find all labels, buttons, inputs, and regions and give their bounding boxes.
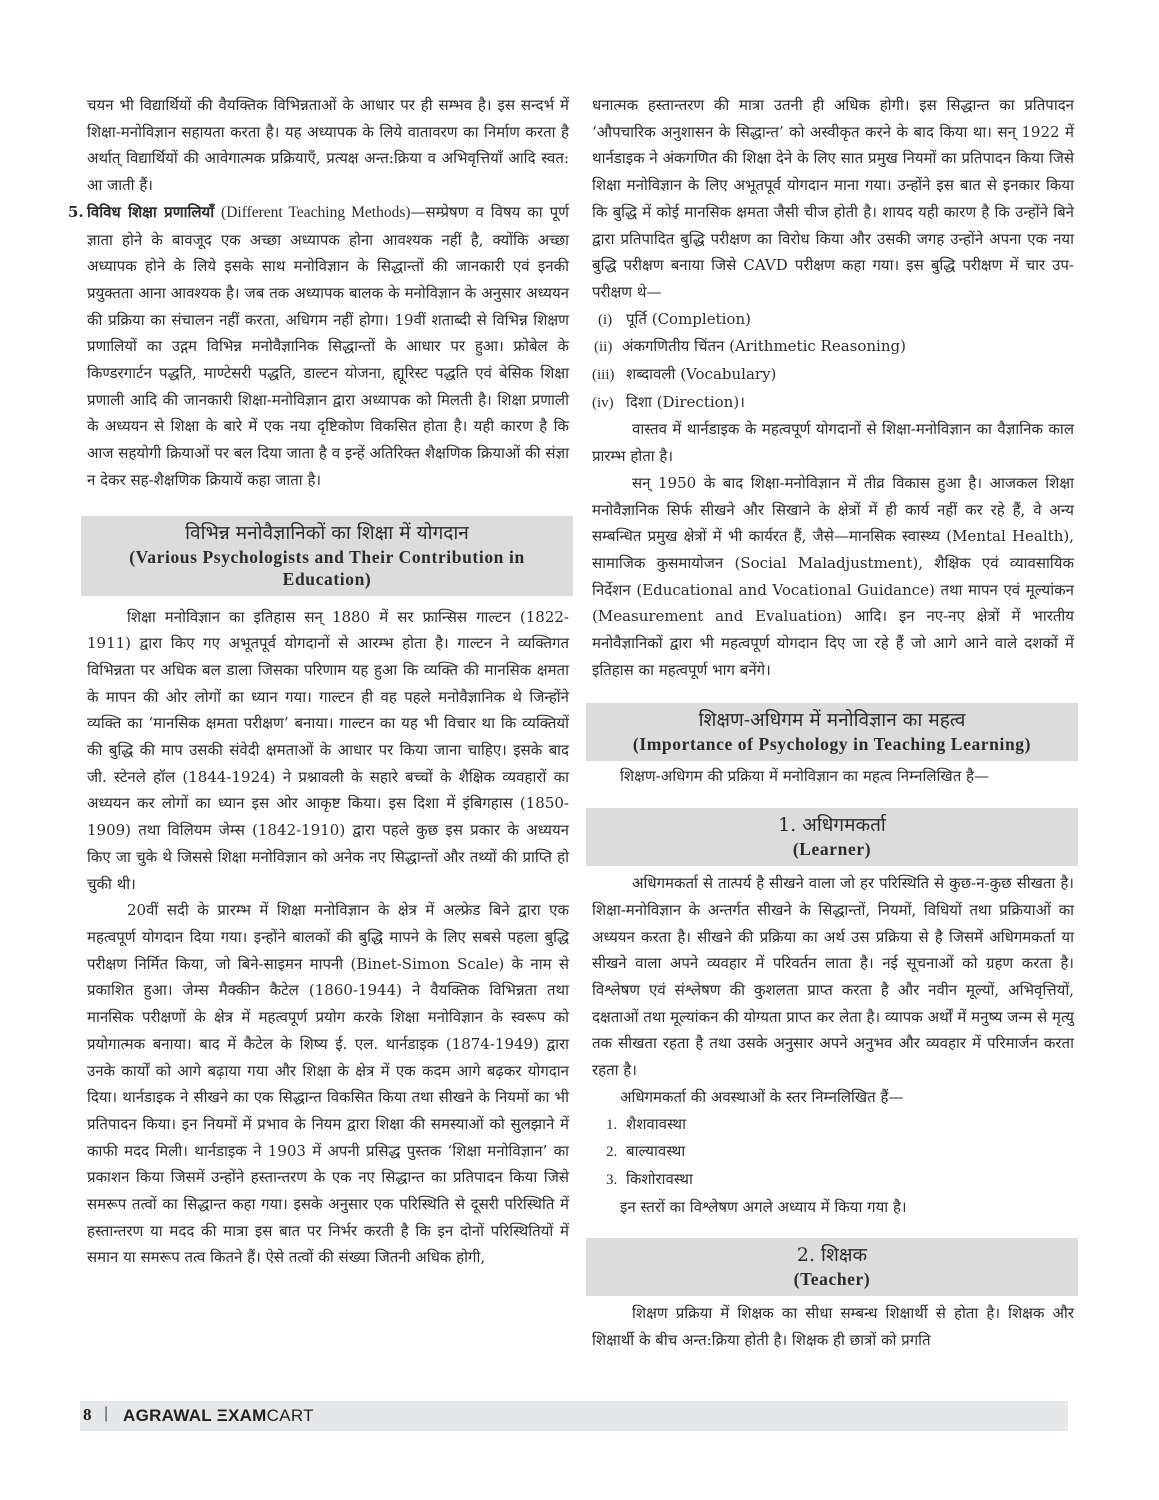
list-text: शब्दावली (Vocabulary) [626,365,777,384]
paragraph: चयन भी विद्यार्थियों की वैयक्तिक विभिन्नताओं के आधार पर ही सम्भव है। इस सन्दर्भ में शिक्षा-मनोविज्ञान सहायता करता है। यह अध्यापक के लिये वातावरण का निर्माण करता है अर्थात् विद्यार्थियों की आवेगात्मक प्रक्रियाएँ, प्रत्यक्ष अन्त:क्रिया व अभिवृत्तियाँ आदि स्वत: आ जाती हैं। [87,96,569,195]
item-number: 5. [68,202,84,221]
list-marker: 3. [606,1171,618,1188]
paragraph: 20वीं सदी के प्रारम्भ में शिक्षा मनोविज्ञान के क्षेत्र में अल्फ्रेड बिने द्वारा एक महत्वपूर्ण योगदान दिया गया। इन्होंने बालकों की बुद्धि मापने के लिए सबसे पहला बुद्धि परीक्षण निर्मित किया, जो बिने-साइमन मापनी (Binet-Simon Scale) के नाम से प्रकाशित हुआ। जेम्स मैक्कीन कैटेल (1860-1944) ने वैयक्तिक विभिन्नता तथा मानसिक परीक्षणों के क्षेत्र में महत्वपूर्ण प्रयोग करके शिक्षा मनोविज्ञान के स्वरूप को प्रयोगात्मक बनाया। बाद में कैटेल के शिष्य ई. एल. थार्नडाइक (1874-1949) द्वारा उनके कार्यों को आगे बढ़ाया गया और शिक्षा के क्षेत्र में एक कदम आगे बढ़कर योगदान दिया। थार्नडाइक ने सीखने का एक सिद्धान्त विकसित किया तथा सीखने के नियमों का भी प्रतिपादन किया। इन नियमों में प्रभाव के नियम द्वारा शिक्षा की समस्याओं को सुलझाने में काफी मदद मिली। थार्नडाइक ने 1903 में अपनी प्रसिद्ध पुस्तक ‘शिक्षा मनोविज्ञान’ का प्रकाशन किया जिसमें उन्होंने हस्तान्तरण के एक नए सिद्धान्त का प्रतिपादन किया जिसे समरूप तत्वों का सिद्धान्त कहा गया। इसके अनुसार एक परिस्थिति से दूसरी परिस्थिति में हस्तान्तरण या मदद की मात्रा इस बात पर निर्भर करती है कि इन दोनों परिस्थितियों में समान या समरूप तत्व कितने हैं। ऐसे तत्वों की संख्या जितनी अधिक होगी, [87,901,569,1267]
list-item [592,361,1074,389]
list-item [592,1166,1074,1194]
list-text: दिशा (Direction)। [626,392,745,411]
paragraph: धनात्मक हस्तान्तरण की मात्रा उतनी ही अधिक होगी। इस सिद्धान्त का प्रतिपादन ‘औपचारिक अनुशासन के सिद्धान्त’ को अस्वीकृत करने के बाद किया था। सन् 1922 में थार्नडाइक ने अंकगणित की शिक्षा देने के लिए सात प्रमुख नियमों का प्रतिपादन किया जिसे शिक्षा मनोविज्ञान के लिए अभूतपूर्व योगदान माना गया। उन्होंने इस बात से इनकार किया कि बुद्धि में कोई मानसिक क्षमता जैसी चीज होती है। शायद यही कारण है कि उन्होंने बिने द्वारा प्रतिपादित बुद्धि परीक्षण का विरोध किया और उसकी जगह उन्होंने अपना एक नया बुद्धि परीक्षण बनाया जिसे CAVD परीक्षण कहा गया। इस बुद्धि परीक्षण में चार उप-परीक्षण थे— [592,96,1074,301]
paragraph: शिक्षा मनोविज्ञान का इतिहास सन् 1880 में सर फ्रान्सिस गाल्टन (1822-1911) द्वारा किए गए अभूतपूर्व योगदानों से आरम्भ होता है। गाल्टन ने व्यक्तिगत विभिन्नता पर अधिक बल डाला जिसका परिणाम यह हुआ कि व्यक्ति की मानसिक क्षमता के मापन की ओर लोगों का ध्यान गया। गाल्टन ही वह पहले मनोवैज्ञानिक थे जिन्होंने व्यक्ति का ‘मानसिक क्षमता परीक्षण’ बनाया। गाल्टन का यह भी विचार था कि व्यक्तियों की बुद्धि की माप उसकी संवेदी क्षमताओं के आधार पर किया जाना चाहिए। इसके बाद जी. स्टेनले हॉल (1844-1924) ने प्रश्नावली के सहारे बच्चों के शैक्षिक व्यवहारों का अध्ययन कर लोगों का ध्यान इस ओर आकृष्ट किया। इस दिशा में इंबिगहास (1850-1909) तथा विलियम जेम्स (1842-1910) द्वारा पहले कुछ इस प्रकार के अध्ययन किए जा चुके थे जिससे शिक्षा मनोविज्ञान को अनेक नए सिद्धान्तों और तथ्यों की प्राप्ति हो चुकी थी। [87,607,569,893]
item-text: —सम्प्रेषण व विषय का पूर्ण ज्ञाता होने के बावजूद एक अच्छा अध्यापक होना आवश्यक नहीं है, क्योंकि अच्छा अध्यापक होने के लिये इसके साथ मनोविज्ञान के सिद्धान्तों की जानकारी एवं इनकी प्रयुक्तता आना आवश्यक है। जब तक अध्यापक बालक के मनोविज्ञान के अनुसार अध्ययन की प्रक्रिया का संचालन नहीं करता, अधिगम नहीं होगा। 19वीं शताब्दी से विभिन्न शिक्षण प्रणालियों का उद्गम विभिन्न मनोवैज्ञानिक सिद्धान्तों के आधार पर हुआ। फ्रोबेल के किण्डरगार्टन पद्धति, माण्टेसरी पद्धति, डाल्टन योजना, ह्यूरिस्ट पद्धति एवं बेसिक शिक्षा प्रणाली आदि की जानकारी शिक्षा-मनोविज्ञान द्वारा अध्यापक को मिलती है। शिक्षा प्रणाली के अध्ययन से शिक्षा के बारे में एक नया दृष्टिकोण विकसित होता है। यही कारण है कि आज सहयोगी क्रियाओं पर बल दिया जाता है व इन्हें अतिरिक्त शैक्षणिक क्रियाओं की संज्ञा न देकर सह-शैक्षणिक क्रियायें कहा जाता है। [87,202,569,489]
paragraph: अधिगमकर्ता की अवस्थाओं के स्तर निम्नलिखित हैं— [620,1087,904,1106]
list-marker: 1. [606,1116,618,1133]
footer-separator: | [104,1405,109,1422]
brand-light: CART [266,1406,314,1425]
paragraph: इन स्तरों का विश्लेषण अगले अध्याय में किया गया है। [620,1197,907,1216]
left-column [68,92,569,1271]
section-title-hindi: 1. अधिगमकर्ता [778,814,886,837]
section-title-hindi: 2. शिक्षक [796,1244,868,1267]
list-item [592,306,1074,334]
publisher-logo [123,1406,314,1426]
list-text: पूर्ति (Completion) [626,309,751,328]
list-marker: (iv) [592,394,614,411]
item-title-english: (Different Teaching Methods) [221,203,411,221]
page-number: 8 [83,1405,92,1424]
list-marker: (iii) [592,367,615,384]
section-heading-psychologists [81,516,573,596]
list-marker: (i) [598,311,613,328]
section-heading-importance [586,703,1078,761]
list-text: अंकगणितीय चिंतन (Arithmetic Reasoning) [622,337,906,356]
list-text: किशोरावस्था [626,1169,693,1188]
section-title-english: (Teacher) [793,1269,871,1290]
section-title-english: (Various Psychologists and Their Contribution in Education) [129,546,525,589]
paragraph: अधिगमकर्ता से तात्पर्य है सीखने वाला जो हर परिस्थिति से कुछ-न-कुछ सीखता है। शिक्षा-मनोविज्ञान के अन्तर्गत सीखने के सिद्धान्तों, नियमों, विधियों तथा प्रक्रियाओं का अध्ययन करता है। सीखने की प्रक्रिया का अर्थ उस प्रक्रिया से है जिसमें अधिगमकर्ता या सीखने वाला अपने व्यवहार में परिवर्तन लाता है। नई सूचनाओं को ग्रहण करता है। विश्लेषण एवं संश्लेषण की कुशलता प्राप्त करता है और नवीन मूल्यों, अभिवृत्तियों, दक्षताओं तथा मूल्यांकन की योग्यता प्राप्त कर लेता है। व्यापक अर्थों में मनुष्य जन्म से मृत्यु तक सीखता रहता है तथा उसके अनुसार अपने अनुभव और व्यवहार में परिमार्जन करता रहता है। [592,874,1074,1080]
section-title-hindi: शिक्षण-अधिगम में मनोविज्ञान का महत्व [698,709,966,732]
paragraph: वास्तव में थार्नडाइक के महत्वपूर्ण योगदानों से शिक्षा-मनोविज्ञान का वैज्ञानिक काल प्रारम्भ होता है। [592,420,1074,466]
section-title-english: (Learner) [792,839,872,860]
item-title: विविध शिक्षा प्रणालियाँ [87,202,215,221]
list-item [592,1111,1074,1139]
list-marker: (ii) [594,339,613,356]
list-text: शैशवावस्था [626,1114,686,1133]
brand-bold: AGRAWAL ΞXAM [123,1406,267,1425]
section-heading-teacher [586,1238,1078,1296]
page-footer [80,1401,1068,1431]
numbered-item-5 [68,199,569,494]
list-item [592,333,1074,361]
section-title-english: (Importance of Psychology in Teaching Learning) [632,734,1032,755]
paragraph: शिक्षण प्रक्रिया में शिक्षक का सीधा सम्बन्ध शिक्षार्थी से होता है। शिक्षक और शिक्षार्थी के बीच अन्त:क्रिया होती है। शिक्षक ही छात्रों को प्रगति [592,1304,1074,1350]
learner-stages-list [592,1111,1074,1194]
cavd-subtests-list [592,306,1074,417]
section-heading-learner [586,808,1078,866]
paragraph: सन् 1950 के बाद शिक्षा-मनोविज्ञान में तीव्र विकास हुआ है। आजकल शिक्षा मनोवैज्ञानिक सिर्फ सीखने और सिखाने के क्षेत्रों में ही कार्य नहीं कर रहे हैं, वे अन्य सम्बन्धित प्रमुख क्षेत्रों में भी कार्यरत हैं, जैसे—मानसिक स्वास्थ्य (Mental Health), सामाजिक कुसमायोजन (Social Maladjustment), शैक्षिक एवं व्यावसायिक निर्देशन (Educational and Vocational Guidance) तथा मापन एवं मूल्यांकन (Measurement and Evaluation) आदि। इन नए-नए क्षेत्रों में भारतीय मनोवैज्ञानिकों द्वारा भी महत्वपूर्ण योगदान दिए जा रहे हैं जो आगे आने वाले दशकों में इतिहास का महत्वपूर्ण भाग बनेंगे। [592,473,1074,679]
right-column [592,92,1074,1354]
list-item [592,389,1074,417]
paragraph: शिक्षण-अधिगम की प्रक्रिया में मनोविज्ञान का महत्व निम्नलिखित है— [620,767,989,786]
section-title-hindi: विभिन्न मनोवैज्ञानिकों का शिक्षा में योगदान [185,521,469,544]
list-marker: 2. [606,1144,618,1161]
list-item [592,1138,1074,1166]
list-text: बाल्यावस्था [626,1142,686,1161]
